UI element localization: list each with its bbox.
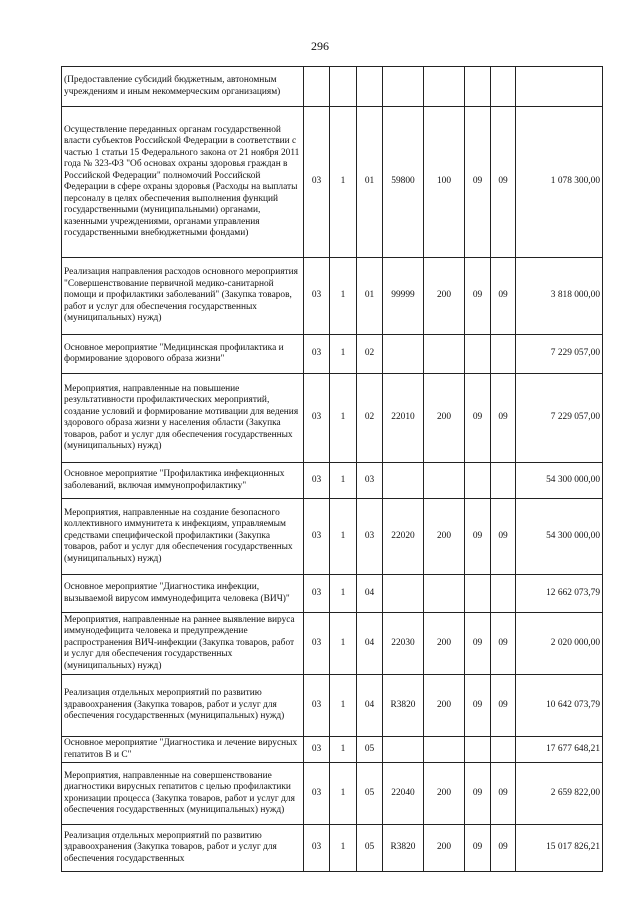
- subprogram-code: 1: [330, 575, 357, 613]
- amount: 17 677 648,21: [516, 737, 603, 763]
- section-code: 09: [465, 258, 491, 335]
- amount: 7 229 057,00: [516, 374, 603, 463]
- table-row: [62, 737, 603, 763]
- expense-type-code: [424, 737, 465, 763]
- row-name: Реализация отдельных мероприятий по развитию здравоохранения (Закупка товаров, работ и услуг для обеспечения государственных (муниципальных) нужд): [62, 675, 304, 737]
- subsection-code: 09: [491, 107, 516, 258]
- event-code: 04: [357, 613, 383, 675]
- amount: [516, 67, 603, 107]
- program-code: 03: [304, 463, 330, 499]
- event-code: 02: [357, 374, 383, 463]
- event-code: 05: [357, 825, 383, 872]
- expense-type-code: 200: [424, 374, 465, 463]
- event-code: 04: [357, 675, 383, 737]
- program-code: 03: [304, 763, 330, 825]
- subsection-code: [491, 67, 516, 107]
- section-code: 09: [465, 675, 491, 737]
- subsection-code: [491, 463, 516, 499]
- subsection-code: 09: [491, 499, 516, 575]
- subsection-code: 09: [491, 374, 516, 463]
- budget-table: [61, 66, 603, 872]
- amount: 7 229 057,00: [516, 335, 603, 374]
- expense-type-code: 200: [424, 825, 465, 872]
- subsection-code: [491, 575, 516, 613]
- amount: 2 659 822,00: [516, 763, 603, 825]
- row-name: Реализация отдельных мероприятий по развитию здравоохранения (Закупка товаров, работ и услуг для обеспечения государственных: [62, 825, 304, 872]
- subprogram-code: 1: [330, 107, 357, 258]
- row-name: Мероприятия, направленные на совершенствование диагностики вирусных гепатитов с целью профилактики хронизации процесса (Закупка товаров, работ и услуг для обеспечения государственных (муниципальных) нужд): [62, 763, 304, 825]
- event-code: 03: [357, 463, 383, 499]
- expense-direction-code: [383, 737, 424, 763]
- expense-type-code: 200: [424, 258, 465, 335]
- event-code: 04: [357, 575, 383, 613]
- event-code: 05: [357, 763, 383, 825]
- amount: 1 078 300,00: [516, 107, 603, 258]
- program-code: 03: [304, 737, 330, 763]
- subprogram-code: 1: [330, 825, 357, 872]
- subprogram-code: 1: [330, 613, 357, 675]
- amount: 54 300 000,00: [516, 499, 603, 575]
- program-code: 03: [304, 825, 330, 872]
- subsection-code: [491, 335, 516, 374]
- table-row: [62, 825, 603, 872]
- subprogram-code: 1: [330, 335, 357, 374]
- expense-direction-code: 59800: [383, 107, 424, 258]
- row-name: Мероприятия, направленные на повышение результативности профилактических мероприятий, создание условий и формирование мотивации для ведения здорового образа жизни у населения области (Закупка товаров, работ и услуг для обеспечения государственных (муниципальных) нужд): [62, 374, 304, 463]
- table-row: [62, 463, 603, 499]
- expense-direction-code: R3820: [383, 825, 424, 872]
- expense-direction-code: 22010: [383, 374, 424, 463]
- expense-type-code: [424, 575, 465, 613]
- row-name: Реализация направления расходов основного мероприятия "Совершенствование первичной медико-санитарной помощи и профилактики заболеваний" (Закупка товаров, работ и услуг для обеспечения государственных (муниципальных) нужд): [62, 258, 304, 335]
- amount: 3 818 000,00: [516, 258, 603, 335]
- program-code: 03: [304, 613, 330, 675]
- expense-type-code: 200: [424, 613, 465, 675]
- table-row: [62, 613, 603, 675]
- section-code: 09: [465, 499, 491, 575]
- subsection-code: [491, 737, 516, 763]
- subsection-code: 09: [491, 675, 516, 737]
- expense-type-code: [424, 67, 465, 107]
- expense-type-code: 100: [424, 107, 465, 258]
- subsection-code: 09: [491, 613, 516, 675]
- expense-type-code: [424, 335, 465, 374]
- expense-direction-code: [383, 463, 424, 499]
- table-row: [62, 575, 603, 613]
- row-name: Мероприятия, направленные на раннее выявление вируса иммунодефицита человека и предупреждение распространения ВИЧ-инфекции (Закупка товаров, работ и услуг для обеспечения государственных (муниципальных) нужд): [62, 613, 304, 675]
- subprogram-code: 1: [330, 675, 357, 737]
- event-code: 01: [357, 258, 383, 335]
- section-code: 09: [465, 825, 491, 872]
- expense-direction-code: 22020: [383, 499, 424, 575]
- expense-direction-code: 99999: [383, 258, 424, 335]
- amount: 10 642 073,79: [516, 675, 603, 737]
- amount: 54 300 000,00: [516, 463, 603, 499]
- subsection-code: 09: [491, 763, 516, 825]
- subsection-code: 09: [491, 825, 516, 872]
- section-code: [465, 67, 491, 107]
- page-number: 296: [311, 39, 329, 53]
- event-code: 03: [357, 499, 383, 575]
- row-name: Основное мероприятие "Диагностика инфекции, вызываемой вирусом иммунодефицита человека (ВИЧ)": [62, 575, 304, 613]
- row-name: Основное мероприятие "Профилактика инфекционных заболеваний, включая иммунопрофилактику": [62, 463, 304, 499]
- table-row: [62, 335, 603, 374]
- program-code: 03: [304, 258, 330, 335]
- subprogram-code: 1: [330, 463, 357, 499]
- section-code: [465, 335, 491, 374]
- row-name: (Предоставление субсидий бюджетным, автономным учреждениям и иным некоммерческим организациям): [62, 67, 304, 107]
- program-code: 03: [304, 675, 330, 737]
- subprogram-code: 1: [330, 737, 357, 763]
- section-code: 09: [465, 374, 491, 463]
- expense-type-code: [424, 463, 465, 499]
- program-code: 03: [304, 374, 330, 463]
- amount: 2 020 000,00: [516, 613, 603, 675]
- event-code: 02: [357, 335, 383, 374]
- table-row: [62, 374, 603, 463]
- row-name: Основное мероприятие "Диагностика и лечение вирусных гепатитов В и С": [62, 737, 304, 763]
- expense-type-code: 200: [424, 499, 465, 575]
- subprogram-code: 1: [330, 499, 357, 575]
- program-code: 03: [304, 499, 330, 575]
- program-code: 03: [304, 575, 330, 613]
- section-code: [465, 737, 491, 763]
- section-code: [465, 575, 491, 613]
- expense-type-code: 200: [424, 675, 465, 737]
- expense-direction-code: 22030: [383, 613, 424, 675]
- row-name: Основное мероприятие "Медицинская профилактика и формирование здорового образа жизни": [62, 335, 304, 374]
- subprogram-code: 1: [330, 374, 357, 463]
- expense-direction-code: R3820: [383, 675, 424, 737]
- program-code: [304, 67, 330, 107]
- program-code: 03: [304, 107, 330, 258]
- subsection-code: 09: [491, 258, 516, 335]
- section-code: 09: [465, 107, 491, 258]
- program-code: 03: [304, 335, 330, 374]
- event-code: 01: [357, 107, 383, 258]
- table-row: [62, 499, 603, 575]
- subprogram-code: [330, 67, 357, 107]
- expense-type-code: 200: [424, 763, 465, 825]
- subprogram-code: 1: [330, 258, 357, 335]
- section-code: 09: [465, 763, 491, 825]
- table-row: [62, 763, 603, 825]
- expense-direction-code: [383, 335, 424, 374]
- expense-direction-code: [383, 67, 424, 107]
- section-code: 09: [465, 613, 491, 675]
- row-name: Осуществление переданных органам государственной власти субъектов Российской Федерации в соответствии с частью 1 статьи 15 Федерального закона от 21 ноября 2011 года № 323-ФЗ "Об основах охраны здоровья граждан в Российской Федерации" полномочий Российской Федерации в сфере охраны здоровья (Расходы на выплаты персоналу в целях обеспечения выполнения функций государственными (муниципальными) органами, казенными учреждениями, органами управления государственными внебюджетными фондами): [62, 107, 304, 258]
- subprogram-code: 1: [330, 763, 357, 825]
- amount: 15 017 826,21: [516, 825, 603, 872]
- expense-direction-code: 22040: [383, 763, 424, 825]
- row-name: Мероприятия, направленные на создание безопасного коллективного иммунитета к инфекциям, управляемым средствами специфической профилактики (Закупка товаров, работ и услуг для обеспечения государственных (муниципальных) нужд): [62, 499, 304, 575]
- section-code: [465, 463, 491, 499]
- table-row: [62, 67, 603, 107]
- expense-direction-code: [383, 575, 424, 613]
- event-code: [357, 67, 383, 107]
- table-row: [62, 258, 603, 335]
- table-row: [62, 107, 603, 258]
- table-row: [62, 675, 603, 737]
- event-code: 05: [357, 737, 383, 763]
- amount: 12 662 073,79: [516, 575, 603, 613]
